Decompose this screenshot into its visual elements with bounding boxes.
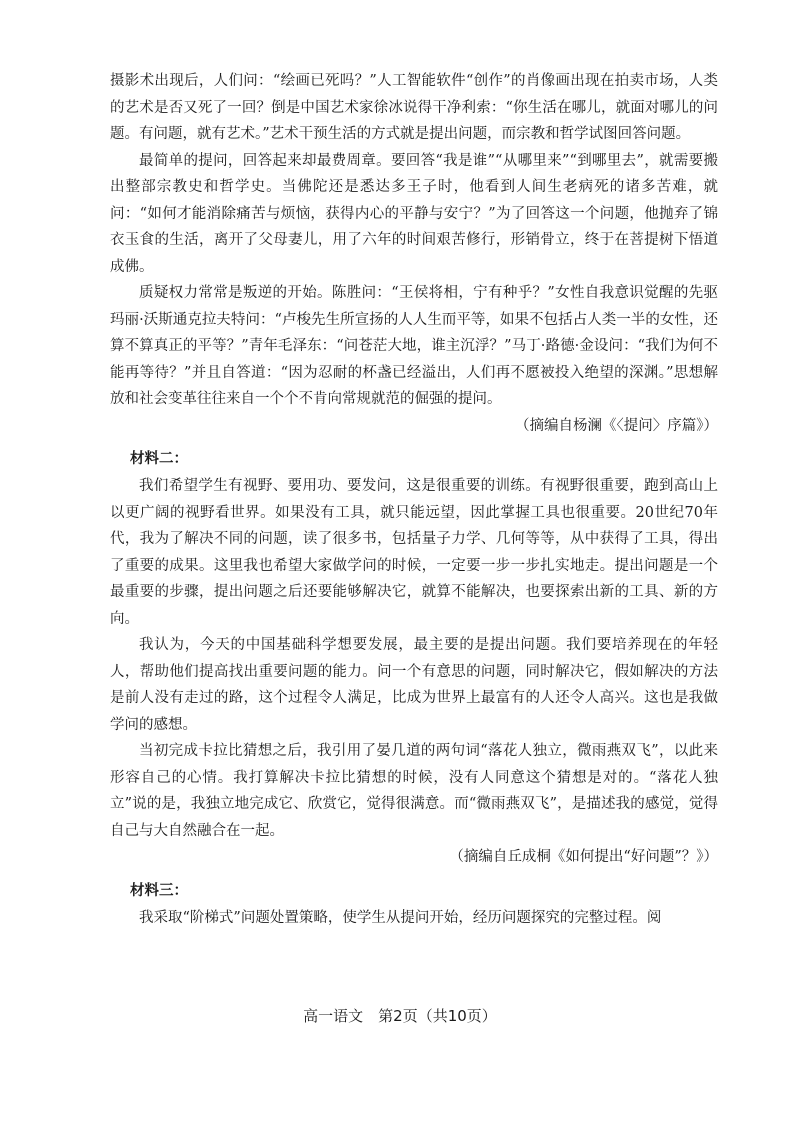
material3-heading: 材料三： xyxy=(130,882,188,899)
material2-heading: 材料二： xyxy=(130,451,188,467)
page-footer: 高一语文 第2页（共10页） xyxy=(303,1007,497,1025)
material2-paragraph-1: 我们希望学生有视野、要用功、要发问，这是很重要的训练。有视野很重要，跑到高山上以更广阔的视野看世界。如果没有工具，就只能远望，因此掌握工具也很重要。20世纪70年代，我为了解决不同的问题，读了很多书，包括量子力学、几何等等，从中获得了工具，得出了重要的成果。这里我也希望大家做学问的时候，一定要一步一步扎实地走。提出问题是一个最重要的步骤，提出问题之后还要能够解决它，就算不能解决，也要探索出新的工具、新的方向。 xyxy=(110,478,718,627)
material1-paragraph-3: 质疑权力常常是叛逆的开始。陈胜问：“王侯将相，宁有种乎？”女性自我意识觉醒的先驱玛丽·沃斯通克拉夫特问：“卢梭先生所宣扬的人人生而平等，如果不包括占人类一半的女性，还算不算真正的平等？”青年毛泽东：“问苍茫大地，谁主沉浮？”马丁·路德·金设问：“我们为何不能再等待？”并且自答道：“因为忍耐的杯盏已经溢出，人们再不愿被投入绝望的深渊。”思想解放和社会变革往往来自一个个不肯向常规就范的倔强的提问。 xyxy=(110,285,718,407)
material2-source: （摘编自丘成桐《如何提出“好问题”？》） xyxy=(449,849,718,865)
material1-paragraph-1: 摄影术出现后，人们问：“绘画已死吗？”人工智能软件“创作”的肖像画出现在拍卖市场，人类的艺术是否又死了一回？倒是中国艺术家徐冰说得干净利索：“你生活在哪儿，就面对哪儿的问题。有问题，就有艺术。”艺术干预生活的方式就是提出问题，而宗教和哲学试图回答问题。 xyxy=(110,73,718,142)
material2-paragraph-2: 我认为，今天的中国基础科学想要发展，最主要的是提出问题。我们要培养现在的年轻人，帮助他们提高找出重要问题的能力。问一个有意思的问题，同时解决它，假如解决的方法是前人没有走过的路，这个过程令人满足，比成为世界上最富有的人还令人高兴。这也是我做学问的感想。 xyxy=(110,637,718,733)
material3-paragraph-1: 我采取“阶梯式”问题处置策略，使学生从提问开始，经历问题探究的完整过程。阅 xyxy=(139,909,662,926)
page-content xyxy=(110,68,718,931)
material1-source: （摘编自杨澜《〈提问〉序篇》） xyxy=(515,417,718,434)
material2-paragraph-3: 当初完成卡拉比猜想之后，我引用了晏几道的两句词“落花人独立，微雨燕双飞”，以此来形容自己的心情。我打算解决卡拉比猜想的时候，没有人同意这个猜想是对的。“落花人独立”说的是，我独立地完成它、欣赏它，觉得很满意。而“微雨燕双飞”，是描述我的感觉，觉得自己与大自然融合在一起。 xyxy=(110,743,718,839)
material1-paragraph-2: 最简单的提问，回答起来却最费周章。要回答“我是谁”“从哪里来”“到哪里去”，就需要搬出整部宗教史和哲学史。当佛陀还是悉达多王子时，他看到人间生老病死的诸多苦难，就问：“如何才能消除痛苦与烦恼，获得内心的平静与安宁？”为了回答这一个问题，他抛弃了锦衣玉食的生活，离开了父母妻儿，用了六年的时间艰苦修行，形销骨立，终于在菩提树下悟道成佛。 xyxy=(110,152,718,275)
